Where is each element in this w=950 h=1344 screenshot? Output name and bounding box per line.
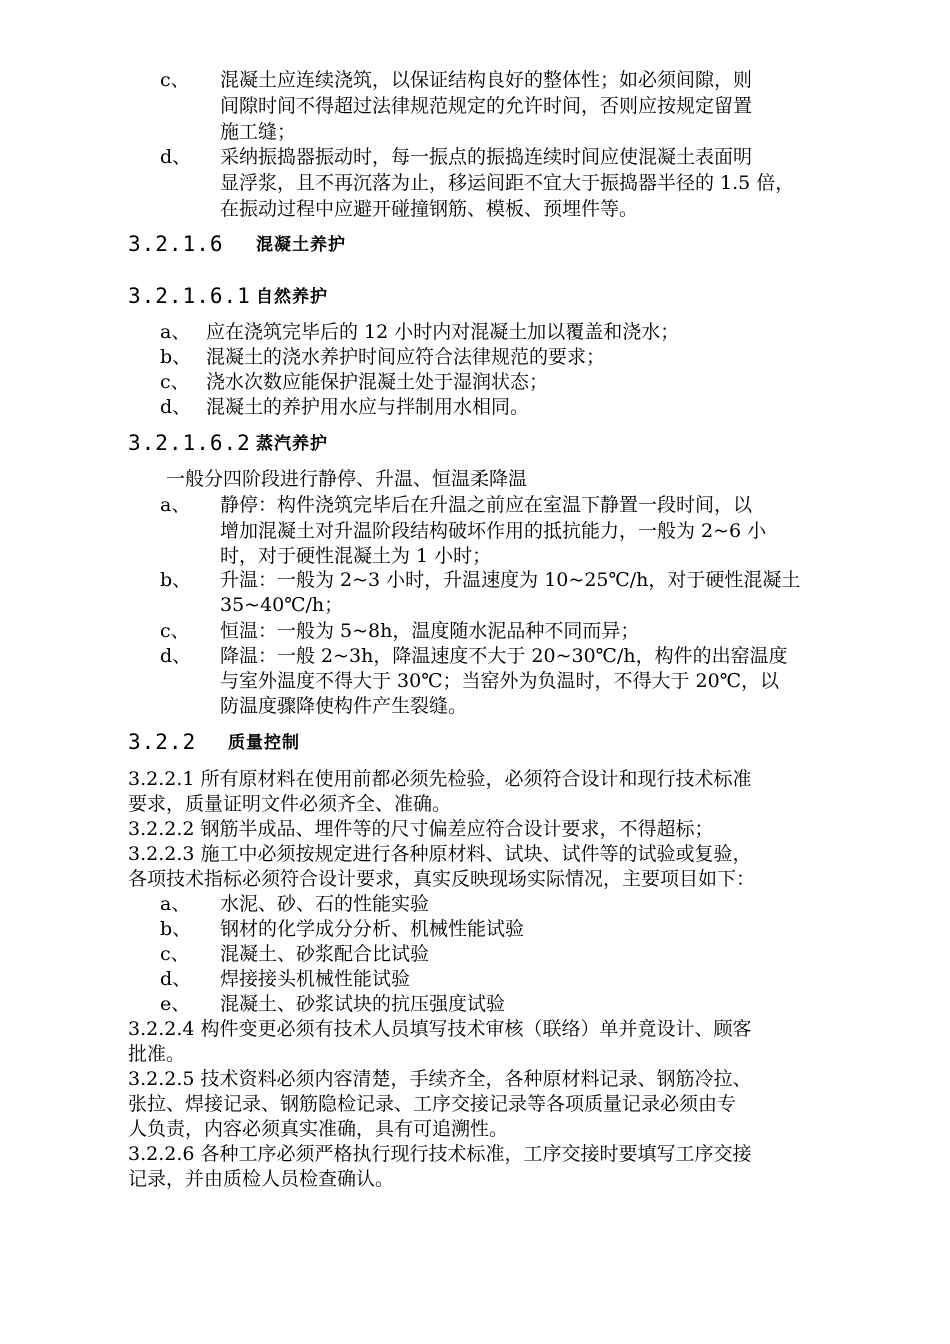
heading-title: 混凝土养护: [256, 235, 346, 255]
heading-number: 3.2.1.6.2: [128, 431, 251, 455]
list-label: a、: [160, 321, 191, 343]
heading-number: 3.2.1.6.1: [128, 284, 251, 308]
list-label: e、: [160, 993, 191, 1015]
list-text: 35~40℃/h；: [220, 594, 344, 616]
heading-title: 自然养护: [256, 287, 328, 307]
list-label: b、: [160, 918, 192, 940]
heading-title: 质量控制: [228, 733, 300, 753]
paragraph-text: 3.2.2.1 所有原材料在使用前都必须先检验，必须符合设计和现行技术标准: [128, 768, 752, 790]
paragraph-text: 人负责，内容必须真实准确，具有可追溯性。: [128, 1118, 509, 1140]
list-text: 应在浇筑完毕后的 12 小时内对混凝土加以覆盖和浇水；: [206, 321, 680, 343]
list-label: d、: [160, 146, 192, 168]
list-text: 混凝土、砂浆试块的抗压强度试验: [220, 993, 506, 1015]
list-text: 混凝土应连续浇筑，以保证结构良好的整体性；如必须间隙，则: [220, 69, 753, 91]
paragraph-text: 要求，质量证明文件必须齐全、准确。: [128, 793, 452, 815]
list-label: b、: [160, 346, 192, 368]
list-label: c、: [160, 620, 190, 642]
paragraph-text: 3.2.2.3 施工中必须按规定进行各种原材料、试块、试件等的试验或复验，: [128, 843, 752, 865]
list-label: c、: [160, 943, 190, 965]
list-text: 焊接接头机械性能试验: [220, 968, 411, 990]
list-label: c、: [160, 69, 190, 91]
paragraph-text: 3.2.2.6 各种工序必须严格执行现行技术标准，工序交接时要填写工序交接: [128, 1143, 752, 1165]
list-text: 与室外温度不得大于 30℃；当窑外为负温时，不得大于 20℃，以: [220, 670, 779, 692]
list-text: 在振动过程中应避开碰撞钢筋、模板、预埋件等。: [220, 198, 639, 220]
paragraph-text: 张拉、焊接记录、钢筋隐检记录、工序交接记录等各项质量记录必须由专: [128, 1093, 737, 1115]
list-label: d、: [160, 396, 192, 418]
heading-number: 3.2.2: [128, 730, 197, 754]
list-text: 间隙时间不得超过法律规范规定的允许时间，否则应按规定留置: [220, 95, 753, 117]
list-label: a、: [160, 494, 191, 516]
paragraph-text: 3.2.2.2 钢筋半成品、埋件等的尺寸偏差应符合设计要求，不得超标；: [128, 818, 714, 840]
list-label: d、: [160, 645, 192, 667]
list-text: 混凝土的养护用水应与拌制用水相同。: [206, 396, 530, 418]
list-text: 升温：一般为 2~3 小时，升温速度为 10~25℃/h，对于硬性混凝土: [220, 569, 801, 591]
list-label: c、: [160, 371, 190, 393]
list-text: 水泥、砂、石的性能实验: [220, 893, 430, 915]
list-text: 恒温：一般为 5~8h，温度随水泥品种不同而异；: [220, 620, 640, 642]
list-label: a、: [160, 893, 191, 915]
list-text: 混凝土、砂浆配合比试验: [220, 943, 430, 965]
list-text: 施工缝；: [220, 121, 297, 143]
paragraph-text: 批准。: [128, 1043, 186, 1065]
list-text: 防温度骤降使构件产生裂缝。: [220, 695, 468, 717]
list-text: 采纳振捣器振动时，每一振点的振捣连续时间应使混凝土表面明: [220, 146, 753, 168]
paragraph-text: 各项技术指标必须符合设计要求，真实反映现场实际情况，主要项目如下：: [128, 868, 756, 890]
list-text: 降温：一般 2~3h，降温速度不大于 20~30℃/h，构件的出窑温度: [220, 645, 788, 667]
list-text: 显浮浆，且不再沉落为止，移运间距不宜大于振捣器半径的 1.5 倍，: [220, 172, 795, 194]
list-text: 增加混凝土对升温阶段结构破坏作用的抵抗能力，一般为 2~6 小: [220, 520, 767, 542]
list-label: d、: [160, 968, 192, 990]
paragraph-text: 3.2.2.4 构件变更必须有技术人员填写技术审核（联络）单并竟设计、顾客: [128, 1018, 752, 1040]
heading-title: 蒸汽养护: [256, 434, 328, 454]
heading-number: 3.2.1.6: [128, 232, 224, 256]
list-label: b、: [160, 569, 192, 591]
paragraph-text: 一般分四阶段进行静停、升温、恒温柔降温: [166, 468, 528, 490]
list-text: 静停：构件浇筑完毕后在升温之前应在室温下静置一段时间，以: [220, 494, 753, 516]
list-text: 浇水次数应能保护混凝土处于湿润状态；: [206, 371, 549, 393]
paragraph-text: 记录，并由质检人员检查确认。: [128, 1168, 395, 1190]
list-text: 钢材的化学成分分析、机械性能试验: [220, 918, 525, 940]
list-text: 混凝土的浇水养护时间应符合法律规范的要求；: [206, 346, 606, 368]
paragraph-text: 3.2.2.5 技术资料必须内容清楚，手续齐全，各种原材料记录、钢筋冷拉、: [128, 1068, 752, 1090]
list-text: 时，对于硬性混凝土为 1 小时；: [220, 545, 492, 567]
